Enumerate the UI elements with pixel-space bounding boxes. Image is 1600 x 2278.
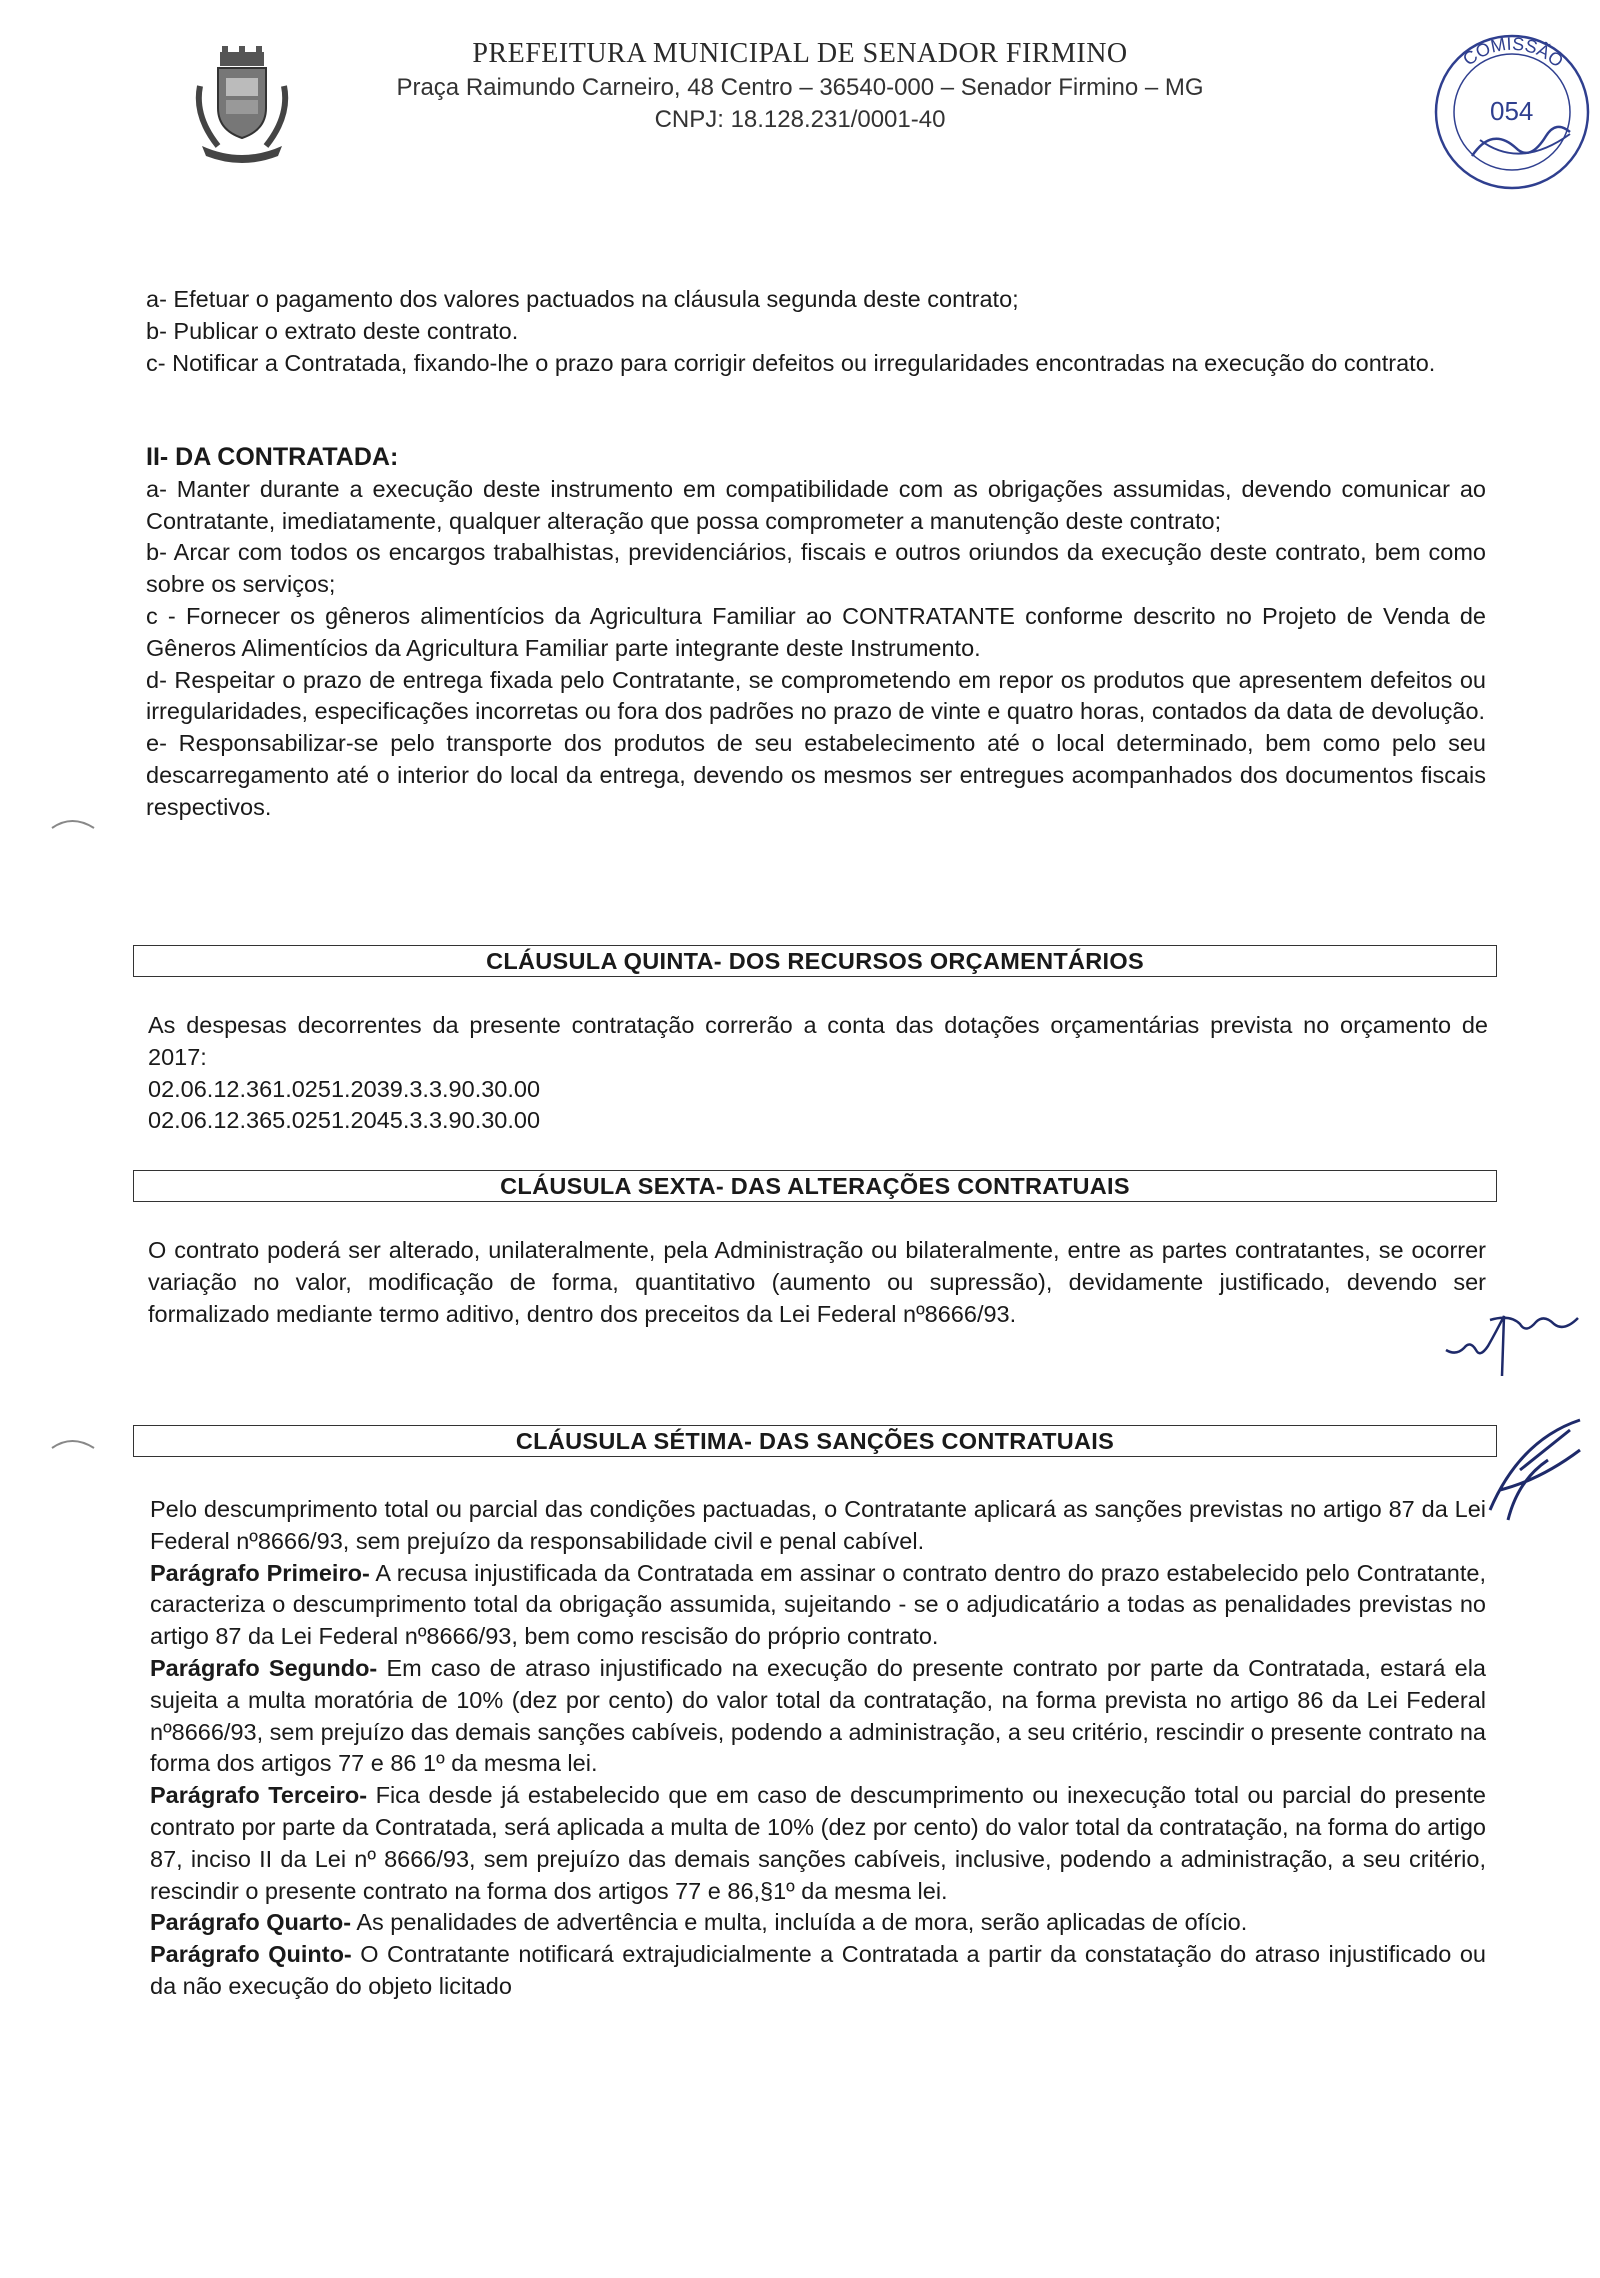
- list-item: d- Respeitar o prazo de entrega fixada pelo Contratante, se comprometendo em repor os produtos que apresentem defeitos ou irregularidades, especificações incorretas ou fora dos padrões no prazo de vinte e quatro horas, contados da data de devolução.: [146, 666, 1486, 725]
- paragraph-text: As penalidades de advertência e multa, incluída a de mora, serão aplicadas de ofício.: [351, 1909, 1248, 1936]
- header-title: PREFEITURA MUNICIPAL DE SENADOR FIRMINO: [472, 38, 1128, 69]
- list-item: a- Efetuar o pagamento dos valores pactuados na cláusula segunda deste contrato;: [146, 286, 1019, 312]
- paragraph-text: O Contratante notificará extrajudicialmente a Contratada a partir da constatação do atraso injustificado ou da não execução do objeto licitado: [150, 1941, 1486, 1999]
- list-item: c- Notificar a Contratada, fixando-lhe o prazo para corrigir defeitos ou irregularidades encontradas na execução do contrato.: [146, 349, 1436, 376]
- clause-quinta-body: [148, 1010, 1488, 1137]
- paragraph-label: Parágrafo Terceiro-: [150, 1782, 368, 1809]
- list-item: a- Manter durante a execução deste instrumento em compatibilidade com as obrigações assumidas, devendo comunicar ao Contratante, imediatamente, qualquer alteração que possa comprometer a manutenção deste contrato;: [146, 475, 1486, 534]
- paragraph-item: [150, 1939, 1486, 2003]
- contratada-obligations: [146, 442, 1486, 824]
- paragraph-label: Parágrafo Quinto-: [150, 1941, 352, 1968]
- section-heading: II- DA CONTRATADA:: [146, 443, 399, 471]
- paragraph-text: Em caso de atraso injustificado na execução do presente contrato por parte da Contratada, estará ela sujeita a multa moratória de 10% (dez por cento) do valor total da contratação, na forma prevista no artigo 86 da Lei Federal nº8666/93, sem prejuízo das demais sanções cabíveis, podendo a administração, a seu critério, rescindir o presente contrato na forma dos artigos 77 e 86 1º da mesma lei.: [150, 1654, 1486, 1777]
- stamp-text: COMISSÃO: [1459, 33, 1568, 72]
- handwritten-signature-icon: [1440, 1280, 1600, 1390]
- clause-title-box: CLÁUSULA SEXTA- DAS ALTERAÇÕES CONTRATUAIS: [133, 1170, 1497, 1202]
- handwritten-initials-icon: [1480, 1410, 1600, 1530]
- paragraph-item: [150, 1653, 1486, 1780]
- list-item: b- Publicar o extrato deste contrato.: [146, 317, 519, 344]
- svg-text:COMISSÃO: [1459, 34, 1567, 72]
- budget-line: 02.06.12.361.0251.2039.3.3.90.30.00: [148, 1075, 541, 1102]
- clause-title-box: CLÁUSULA QUINTA- DOS RECURSOS ORÇAMENTÁRIOS: [133, 945, 1497, 977]
- clause-text: O contrato poderá ser alterado, unilateralmente, pela Administração ou bilateralmente, entre as partes contratantes, se ocorrer variação no valor, modificação de forma, quantitativo (aumento ou supressão), devidamente justificado, devendo ser formalizado mediante termo aditivo, dentro dos preceitos da Lei Federal nº8666/93.: [148, 1237, 1486, 1327]
- paragraph-item: [150, 1558, 1486, 1653]
- commission-stamp-icon: [1420, 28, 1595, 198]
- paragraph-label: Parágrafo Segundo-: [150, 1654, 378, 1681]
- paragraph-text: Fica desde já estabelecido que em caso de descumprimento ou inexecução total ou parcial do presente contrato por parte da Contratada, será aplicada a multa de 10% (dez por cento) do valor total da contratação, na forma do artigo 87, inciso II da Lei nº 8666/93, sem prejuízo das demais sanções cabíveis, inclusive, podendo a administração, a seu critério, rescindir o presente contrato na forma dos artigos 77 e 86,§1º da mesma lei.: [150, 1782, 1486, 1904]
- paragraph-text: A recusa injustificada da Contratada em assinar o contrato dentro do prazo estabelecido pelo Contratante, caracteriza o descumprimento total da obrigação assumida, sujeitando - se o adjudicatário a todas as penalidades previstas no artigo 87 da Lei Federal nº8666/93, bem como rescisão do próprio contrato.: [150, 1559, 1486, 1650]
- paragraph-label: Parágrafo Quarto-: [150, 1909, 352, 1936]
- clause-sexta-body: [148, 1235, 1486, 1330]
- clause-setima-body: [150, 1494, 1486, 2003]
- paragraph-item: [150, 1907, 1486, 1939]
- header-address: Praça Raimundo Carneiro, 48 Centro – 36540-000 – Senador Firmino – MG: [396, 74, 1204, 101]
- clause-text: As despesas decorrentes da presente contratação correrão a conta das dotações orçamentárias prevista no orçamento de 2017:: [148, 1012, 1488, 1070]
- stamp-number: 054: [1490, 96, 1534, 126]
- contratante-obligations: [146, 284, 1486, 379]
- header-cnpj: CNPJ: 18.128.231/0001-40: [654, 106, 946, 133]
- budget-line: 02.06.12.365.0251.2045.3.3.90.30.00: [148, 1107, 541, 1134]
- paragraph-item: [150, 1780, 1486, 1907]
- list-item: b- Arcar com todos os encargos trabalhistas, previdenciários, fiscais e outros oriundos da execução deste contrato, bem como sobre os serviços;: [146, 539, 1486, 598]
- margin-mark-icon: [50, 1432, 96, 1452]
- clause-title-box: CLÁUSULA SÉTIMA- DAS SANÇÕES CONTRATUAIS: [133, 1425, 1497, 1457]
- margin-mark-icon: [50, 812, 96, 832]
- paragraph-label: Parágrafo Primeiro-: [150, 1559, 370, 1586]
- list-item: c - Fornecer os gêneros alimentícios da Agricultura Familiar ao CONTRATANTE conforme descrito no Projeto de Venda de Gêneros Alimentícios da Agricultura Familiar parte integrante deste Instrumento.: [146, 602, 1486, 661]
- list-item: e- Responsabilizar-se pelo transporte dos produtos de seu estabelecimento até o local determinado, bem como pelo seu descarregamento até o interior do local da entrega, devendo os mesmos ser entregues acompanhados dos documentos fiscais respectivos.: [146, 730, 1486, 820]
- clause-text: Pelo descumprimento total ou parcial das condições pactuadas, o Contratante aplicará as sanções previstas no artigo 87 da Lei Federal nº8666/93, sem prejuízo da responsabilidade civil e penal cabível.: [150, 1496, 1486, 1554]
- letterhead: [0, 28, 1600, 158]
